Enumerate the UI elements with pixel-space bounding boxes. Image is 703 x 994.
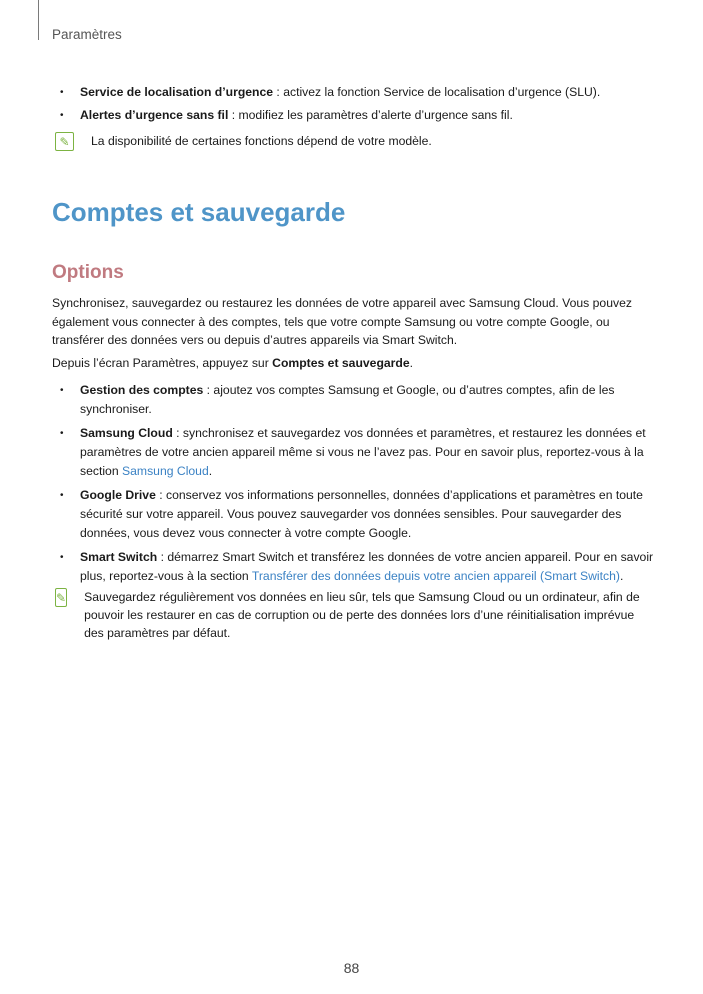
bullet-icon: • bbox=[60, 110, 64, 121]
intro-paragraph: Synchronisez, sauvegardez ou restaurez les données de votre appareil avec Samsung Cloud. Vous pouvez également vous connecter à des comptes, tels que votre compte Samsung ou votre compte Google, ou transférer des données vers ou depuis d’autres appareils via Smart Switch. bbox=[52, 296, 632, 347]
note-text: Sauvegardez régulièrement vos données en lieu sûr, tels que Samsung Cloud ou un ordinateur, afin de pouvoir les restaurer en cas de corruption ou de perte des données lors d’une réinitialisation imprévue des paramètres par défaut. bbox=[84, 590, 640, 640]
note-model bbox=[55, 132, 655, 151]
item-title: Google Drive bbox=[80, 488, 156, 502]
note-pencil-icon: ✎ bbox=[55, 132, 74, 151]
item-text: : activez la fonction Service de localisation d’urgence (SLU). bbox=[273, 85, 601, 99]
running-head: Paramètres bbox=[52, 27, 122, 42]
item-title: Service de localisation d’urgence bbox=[80, 85, 274, 99]
page-number: 88 bbox=[343, 960, 360, 976]
subsection-title: Options bbox=[52, 262, 124, 283]
link-samsung-cloud[interactable]: Samsung Cloud bbox=[122, 464, 209, 478]
menu-path: Comptes et sauvegarde bbox=[272, 356, 410, 370]
top-bullet-list bbox=[60, 84, 660, 130]
item-title: Alertes d’urgence sans fil bbox=[80, 108, 229, 122]
section-title: Comptes et sauvegarde bbox=[52, 197, 346, 227]
list-item: • Smart Switch : démarrez Smart Switch et transférez les données de votre ancien appareil. Pour en savoir plus, reportez-vous à la section Transférer des données depuis votre ancien appareil (Smart Switch). bbox=[60, 550, 654, 583]
bullet-icon: • bbox=[60, 490, 64, 501]
item-text: : modifiez les paramètres d’alerte d’urgence sans fil. bbox=[228, 108, 513, 122]
list-item: • Samsung Cloud : synchronisez et sauvegardez vos données et paramètres, et restaurez les données et paramètres de votre ancien appareil même si vous ne l’avez pas. Pour en savoir plus, reportez-vous à la section Samsung Cloud. bbox=[60, 426, 646, 478]
item-title: Gestion des comptes bbox=[80, 383, 204, 397]
bullet-icon: • bbox=[60, 385, 64, 396]
margin-rule bbox=[38, 0, 39, 40]
options-list bbox=[60, 381, 655, 591]
note-text: La disponibilité de certaines fonctions dépend de votre modèle. bbox=[91, 134, 432, 148]
item-title: Samsung Cloud bbox=[80, 426, 173, 440]
note-pencil-icon: ✎ bbox=[55, 588, 67, 607]
bullet-icon: • bbox=[60, 428, 64, 439]
list-item bbox=[60, 84, 660, 101]
instruction: Depuis l’écran Paramètres, appuyez sur Comptes et sauvegarde. bbox=[52, 356, 414, 370]
link-smart-switch[interactable]: Transférer des données depuis votre ancien appareil (Smart Switch) bbox=[251, 569, 620, 583]
list-item bbox=[60, 107, 660, 124]
item-title: Smart Switch bbox=[80, 550, 158, 564]
bullet-icon: • bbox=[60, 552, 64, 563]
list-item: • Google Drive : conservez vos informations personnelles, données d’applications et paramètres en toute sécurité sur votre appareil. Vous pouvez sauvegarder vos données sensibles. Pour sauvegarder des données, vous devez vous connecter à votre compte Google. bbox=[60, 488, 643, 540]
list-item: • Gestion des comptes : ajoutez vos comptes Samsung et Google, ou d’autres comptes, afin de les synchroniser. bbox=[60, 383, 615, 416]
note-backup bbox=[55, 588, 655, 642]
bullet-icon: • bbox=[60, 87, 64, 98]
